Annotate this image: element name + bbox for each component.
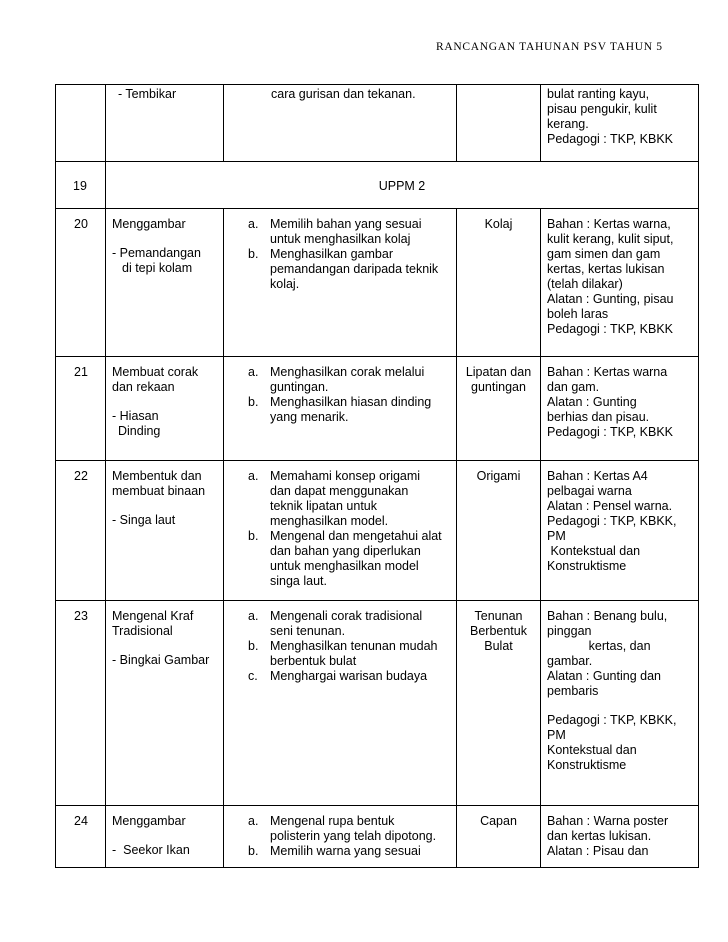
week-cell: 22	[56, 461, 106, 601]
resources-cell: Bahan : Benang bulu, pinggan kertas, dan gambar. Alatan : Gunting dan pembaris Pedagogi : TKP, KBKK, PM Kontekstual dan Konstruktisme	[541, 601, 699, 806]
resources-cell: bulat ranting kayu, pisau pengukir, kulit kerang. Pedagogi : TKP, KBKK	[541, 85, 699, 162]
week-cell: 21	[56, 357, 106, 461]
week-cell: 23	[56, 601, 106, 806]
table-row	[56, 461, 699, 601]
assessment-cell: UPPM 2	[106, 162, 699, 209]
activity-cell: Lipatan dan guntingan	[457, 357, 541, 461]
table-row	[56, 85, 699, 162]
table-row	[56, 162, 699, 209]
week-cell: 19	[56, 162, 106, 209]
resources-cell: Bahan : Warna poster dan kertas lukisan. Alatan : Pisau dan	[541, 806, 699, 868]
week-cell	[56, 85, 106, 162]
objective-cell: a. Mengenal rupa bentuk polisterin yang telah dipotong. b. Memilih warna yang sesuai	[224, 806, 457, 868]
activity-cell	[457, 85, 541, 162]
resources-cell: Bahan : Kertas warna dan gam. Alatan : Gunting berhias dan pisau. Pedagogi : TKP, KBKK	[541, 357, 699, 461]
resources-cell: Bahan : Kertas A4 pelbagai warna Alatan : Pensel warna. Pedagogi : TKP, KBKK, PM Kontekstual dan Konstruktisme	[541, 461, 699, 601]
activity-cell: Tenunan Berbentuk Bulat	[457, 601, 541, 806]
table-row	[56, 601, 699, 806]
unit-cell: Mengenal Kraf Tradisional - Bingkai Gambar	[106, 601, 224, 806]
table-row	[56, 806, 699, 868]
objective-cell: a. Mengenali corak tradisional seni tenunan. b. Menghasilkan tenunan mudah berbentuk bulat c. Menghargai warisan budaya	[224, 601, 457, 806]
unit-cell: Membuat corak dan rekaan - Hiasan Dinding	[106, 357, 224, 461]
unit-cell: Menggambar - Pemandangan di tepi kolam	[106, 209, 224, 357]
unit-cell: Menggambar - Seekor Ikan	[106, 806, 224, 868]
activity-cell: Kolaj	[457, 209, 541, 357]
objective-cell: cara gurisan dan tekanan.	[224, 85, 457, 162]
unit-cell: - Tembikar	[106, 85, 224, 162]
week-cell: 20	[56, 209, 106, 357]
week-cell: 24	[56, 806, 106, 868]
objective-cell: a. Memilih bahan yang sesuai untuk menghasilkan kolaj b. Menghasilkan gambar pemandangan daripada teknik kolaj.	[224, 209, 457, 357]
table-row	[56, 357, 699, 461]
table-row	[56, 209, 699, 357]
resources-cell: Bahan : Kertas warna, kulit kerang, kulit siput, gam simen dan gam kertas, kertas lukisan (telah dilakar) Alatan : Gunting, pisau boleh laras Pedagogi : TKP, KBKK	[541, 209, 699, 357]
activity-cell: Origami	[457, 461, 541, 601]
objective-cell: a. Menghasilkan corak melalui guntingan. b. Menghasilkan hiasan dinding yang menarik.	[224, 357, 457, 461]
unit-cell: Membentuk dan membuat binaan - Singa laut	[106, 461, 224, 601]
activity-cell: Capan	[457, 806, 541, 868]
objective-cell: a. Memahami konsep origami dan dapat menggunakan teknik lipatan untuk menghasilkan model. b. Mengenal dan mengetahui alat dan bahan yang diperlukan untuk menghasilkan model singa laut.	[224, 461, 457, 601]
yearly-plan-table	[55, 84, 699, 868]
page-header: RANCANGAN TAHUNAN PSV TAHUN 5	[436, 41, 663, 53]
